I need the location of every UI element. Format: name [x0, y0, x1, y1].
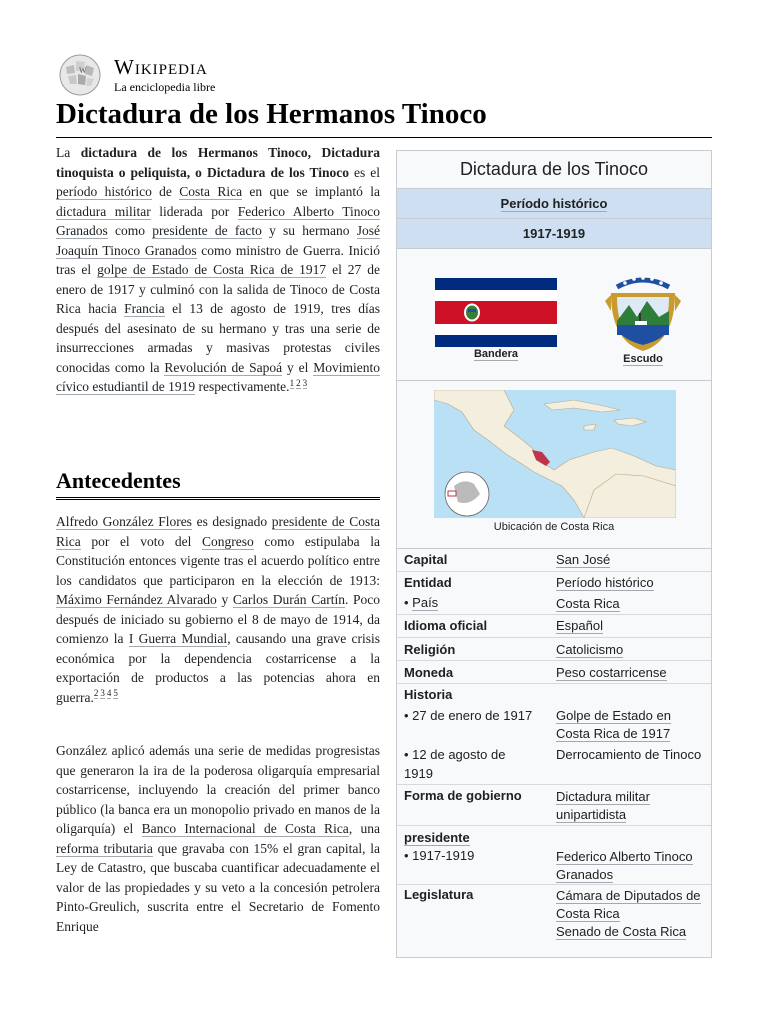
link-reforma-tributaria[interactable]: reforma tributaria: [56, 840, 153, 856]
link-espanol[interactable]: Español: [556, 618, 603, 633]
wikipedia-tagline: La enciclopedia libre: [114, 80, 216, 94]
row-label: Forma de gobierno: [404, 788, 522, 803]
row-label: Historia: [404, 687, 453, 702]
intro-paragraph: La dictadura de los Hermanos Tinoco, Dictadura tinoquista o peliquista, o Dictadura de los Tinoco es el período histórico de Costa Rica en que se implantó la dictadura militar liderada por Federico Alberto Tinoco Granados como presidente de facto y su hermano José Joaquín Tinoco Granados como ministro de Guerra. Inició tras el golpe de Estado de Costa Rica de 1917 el 27 de enero de 1917 y culminó con la salida de Tinoco de Costa Rica hacia Francia el 13 de agosto de 1919, tres días después del asesinato de su hermano y tras una serie de insurrecciones armadas y masivas protestas civiles conocidas como la Revolución de Sapoá y el Movimiento cívico estudiantil de 1919 respectivamente.$^{1 2 3}$: [56, 145, 381, 394]
link-federico-tinoco[interactable]: Federico Alberto Tinoco Granados: [56, 203, 380, 238]
infobox-map: [397, 381, 711, 549]
row-value: [556, 848, 706, 884]
ref-link[interactable]: 1: [289, 377, 295, 388]
link-jose-joaquin-tinoco[interactable]: José Joaquín Tinoco Granados: [56, 223, 380, 258]
row-label: Capital: [404, 552, 448, 567]
infobox-row-forma-gobierno: [397, 785, 711, 826]
link-presidente[interactable]: presidente: [404, 830, 470, 845]
link-revolucion-sapoa[interactable]: Revolución de Sapoá: [164, 359, 283, 375]
section-divider: [56, 497, 380, 500]
row-value: [556, 664, 706, 682]
row-value: [556, 551, 706, 569]
ref-link[interactable]: 2: [93, 688, 99, 698]
link-carlos-duran[interactable]: Carlos Durán Cartín: [232, 592, 345, 607]
infobox-row-historia: [397, 684, 711, 785]
row-label: Entidad: [404, 575, 452, 590]
row-value: [556, 887, 706, 941]
ref-link[interactable]: 3: [302, 377, 308, 388]
link-catolicismo[interactable]: Catolicismo: [556, 642, 624, 657]
row-value: [556, 641, 706, 659]
row-value: [556, 595, 706, 613]
infobox-title: Dictadura de los Tinoco: [397, 151, 711, 189]
link-dictadura-militar[interactable]: dictadura militar: [56, 203, 151, 219]
reference-group: [94, 688, 120, 698]
link-presidente-de-facto[interactable]: presidente de facto: [152, 223, 262, 238]
row-label: Legislatura: [404, 887, 474, 902]
link-periodo-historico[interactable]: Período histórico: [500, 195, 608, 211]
infobox-years: 1917-1919: [397, 219, 711, 249]
link-movimiento-civico[interactable]: Movimiento cívico estudiantil de 1919: [56, 359, 380, 394]
link-costa-rica[interactable]: Costa Rica: [556, 596, 620, 611]
infobox-row-religion: [397, 638, 711, 661]
title-divider: [56, 137, 712, 138]
link-federico-tinoco[interactable]: Federico Alberto Tinoco Granados: [556, 849, 693, 882]
infobox: [396, 150, 712, 958]
row-sublabel: • País: [404, 595, 439, 610]
row-value: [556, 707, 706, 743]
link-alfredo-gonzalez[interactable]: Alfredo González Flores: [56, 514, 192, 529]
link-periodo-historico[interactable]: Período histórico: [556, 575, 654, 590]
link-congreso[interactable]: Congreso: [201, 533, 254, 549]
coat-of-arms-caption[interactable]: Escudo: [623, 353, 663, 365]
wikipedia-globe-icon[interactable]: [56, 53, 104, 97]
wikipedia-wordmark[interactable]: Wikipedia: [114, 55, 208, 79]
link-periodo-historico[interactable]: período histórico: [56, 184, 152, 199]
link-guerra-mundial[interactable]: I Guerra Mundial: [128, 631, 228, 646]
costa-rica-coat-of-arms-icon[interactable]: [603, 271, 683, 353]
link-presidente-costa-rica[interactable]: presidente de Costa Rica: [56, 514, 381, 549]
link-camara-diputados[interactable]: Cámara de Diputados de Costa Rica: [556, 888, 701, 921]
row-value: [556, 574, 706, 592]
row-value: Derrocamiento de Tinoco: [556, 747, 702, 762]
infobox-row-moneda: [397, 661, 711, 684]
location-map[interactable]: [434, 390, 676, 518]
link-francia[interactable]: Francia: [124, 301, 165, 316]
flag-caption[interactable]: Bandera: [473, 348, 519, 360]
infobox-row-legislatura: [397, 885, 711, 945]
infobox-row-idioma: [397, 615, 711, 638]
row-sublabel: • 1917-1919: [404, 848, 475, 863]
link-dictadura-militar[interactable]: Dictadura militar unipartidista: [556, 789, 650, 822]
row-value: [556, 788, 706, 824]
link-san-jose[interactable]: San José: [556, 552, 611, 567]
reference-group: [290, 378, 310, 388]
svg-text:W: W: [79, 66, 87, 75]
article-bold-names: dictadura de los Hermanos Tinoco, Dictadura tinoquista o peliquista, o Dictadura de los Tinoco: [56, 145, 380, 180]
infobox-row-capital: [397, 549, 711, 572]
infobox-images: [397, 249, 711, 381]
link-banco-internacional[interactable]: Banco Internacional de Costa Rica: [141, 821, 349, 836]
section-heading-antecedentes: Antecedentes: [56, 468, 181, 493]
row-label: Religión: [404, 642, 456, 657]
row-value: [556, 617, 706, 635]
infobox-row-presidente: [397, 826, 711, 885]
ref-link[interactable]: 4: [106, 688, 112, 698]
ref-link[interactable]: 5: [113, 688, 118, 698]
antecedentes-paragraph-2: González aplicó además una serie de medidas progresistas que generaron la ira de la poderosa oligarquía empresarial costarricense, incluyendo la creación del primer banco público (la banca era un monopolio privado en manos de la oligarquía) el Banco Internacional de Costa Rica, una reforma tributaria que gravaba con 15% el gran capital, la Ley de Catastro, que buscaba cuantificar adecuadamente el valor de las propiedades y su veto a la concesión petrolera Pinto-Greulich, suscrita entre el Secretario de Fomento Enrique: [56, 743, 381, 934]
link-pais[interactable]: País: [412, 595, 439, 610]
infobox-row-entidad: [397, 572, 711, 615]
row-sublabel: • 12 de agosto de 1919: [404, 747, 506, 781]
costa-rica-flag-icon[interactable]: [435, 278, 557, 347]
link-golpe-1917[interactable]: golpe de Estado de Costa Rica de 1917: [97, 262, 327, 277]
row-label: Idioma oficial: [404, 618, 488, 633]
row-sublabel: • 27 de enero de 1917: [404, 708, 533, 723]
link-maximo-fernandez[interactable]: Máximo Fernández Alvarado: [56, 592, 217, 607]
link-peso-costarricense[interactable]: Peso costarricense: [556, 665, 667, 680]
link-golpe-1917[interactable]: Golpe de Estado en Costa Rica de 1917: [556, 708, 671, 741]
antecedentes-paragraph-1: Alfredo González Flores es designado presidente de Costa Rica por el voto del Congreso como estipulaba la Constitución entonces vigente tras el acuerdo político entre los candidatos que participaron en la elección de 1913: Máximo Fernández Alvarado y Carlos Durán Cartín. Poco después de iniciado su gobierno el 8 de mayo de 1914, da comienzo la I Guerra Mundial, causando una grave crisis económica por la dependencia costarricense a la exportación de productos a las potencias ahora en guerra.$^{2 3 4 5}$: [56, 514, 381, 705]
infobox-period-label: [397, 189, 711, 219]
ref-link[interactable]: 3: [100, 688, 105, 698]
link-senado[interactable]: Senado de Costa Rica: [556, 924, 687, 939]
page-title: Dictadura de los Hermanos Tinoco: [56, 98, 487, 130]
row-label: [404, 830, 470, 845]
map-caption: Ubicación de Costa Rica: [493, 521, 615, 533]
link-costa-rica[interactable]: Costa Rica: [179, 184, 243, 199]
ref-link[interactable]: 2: [296, 377, 301, 388]
row-label: Moneda: [404, 665, 454, 680]
